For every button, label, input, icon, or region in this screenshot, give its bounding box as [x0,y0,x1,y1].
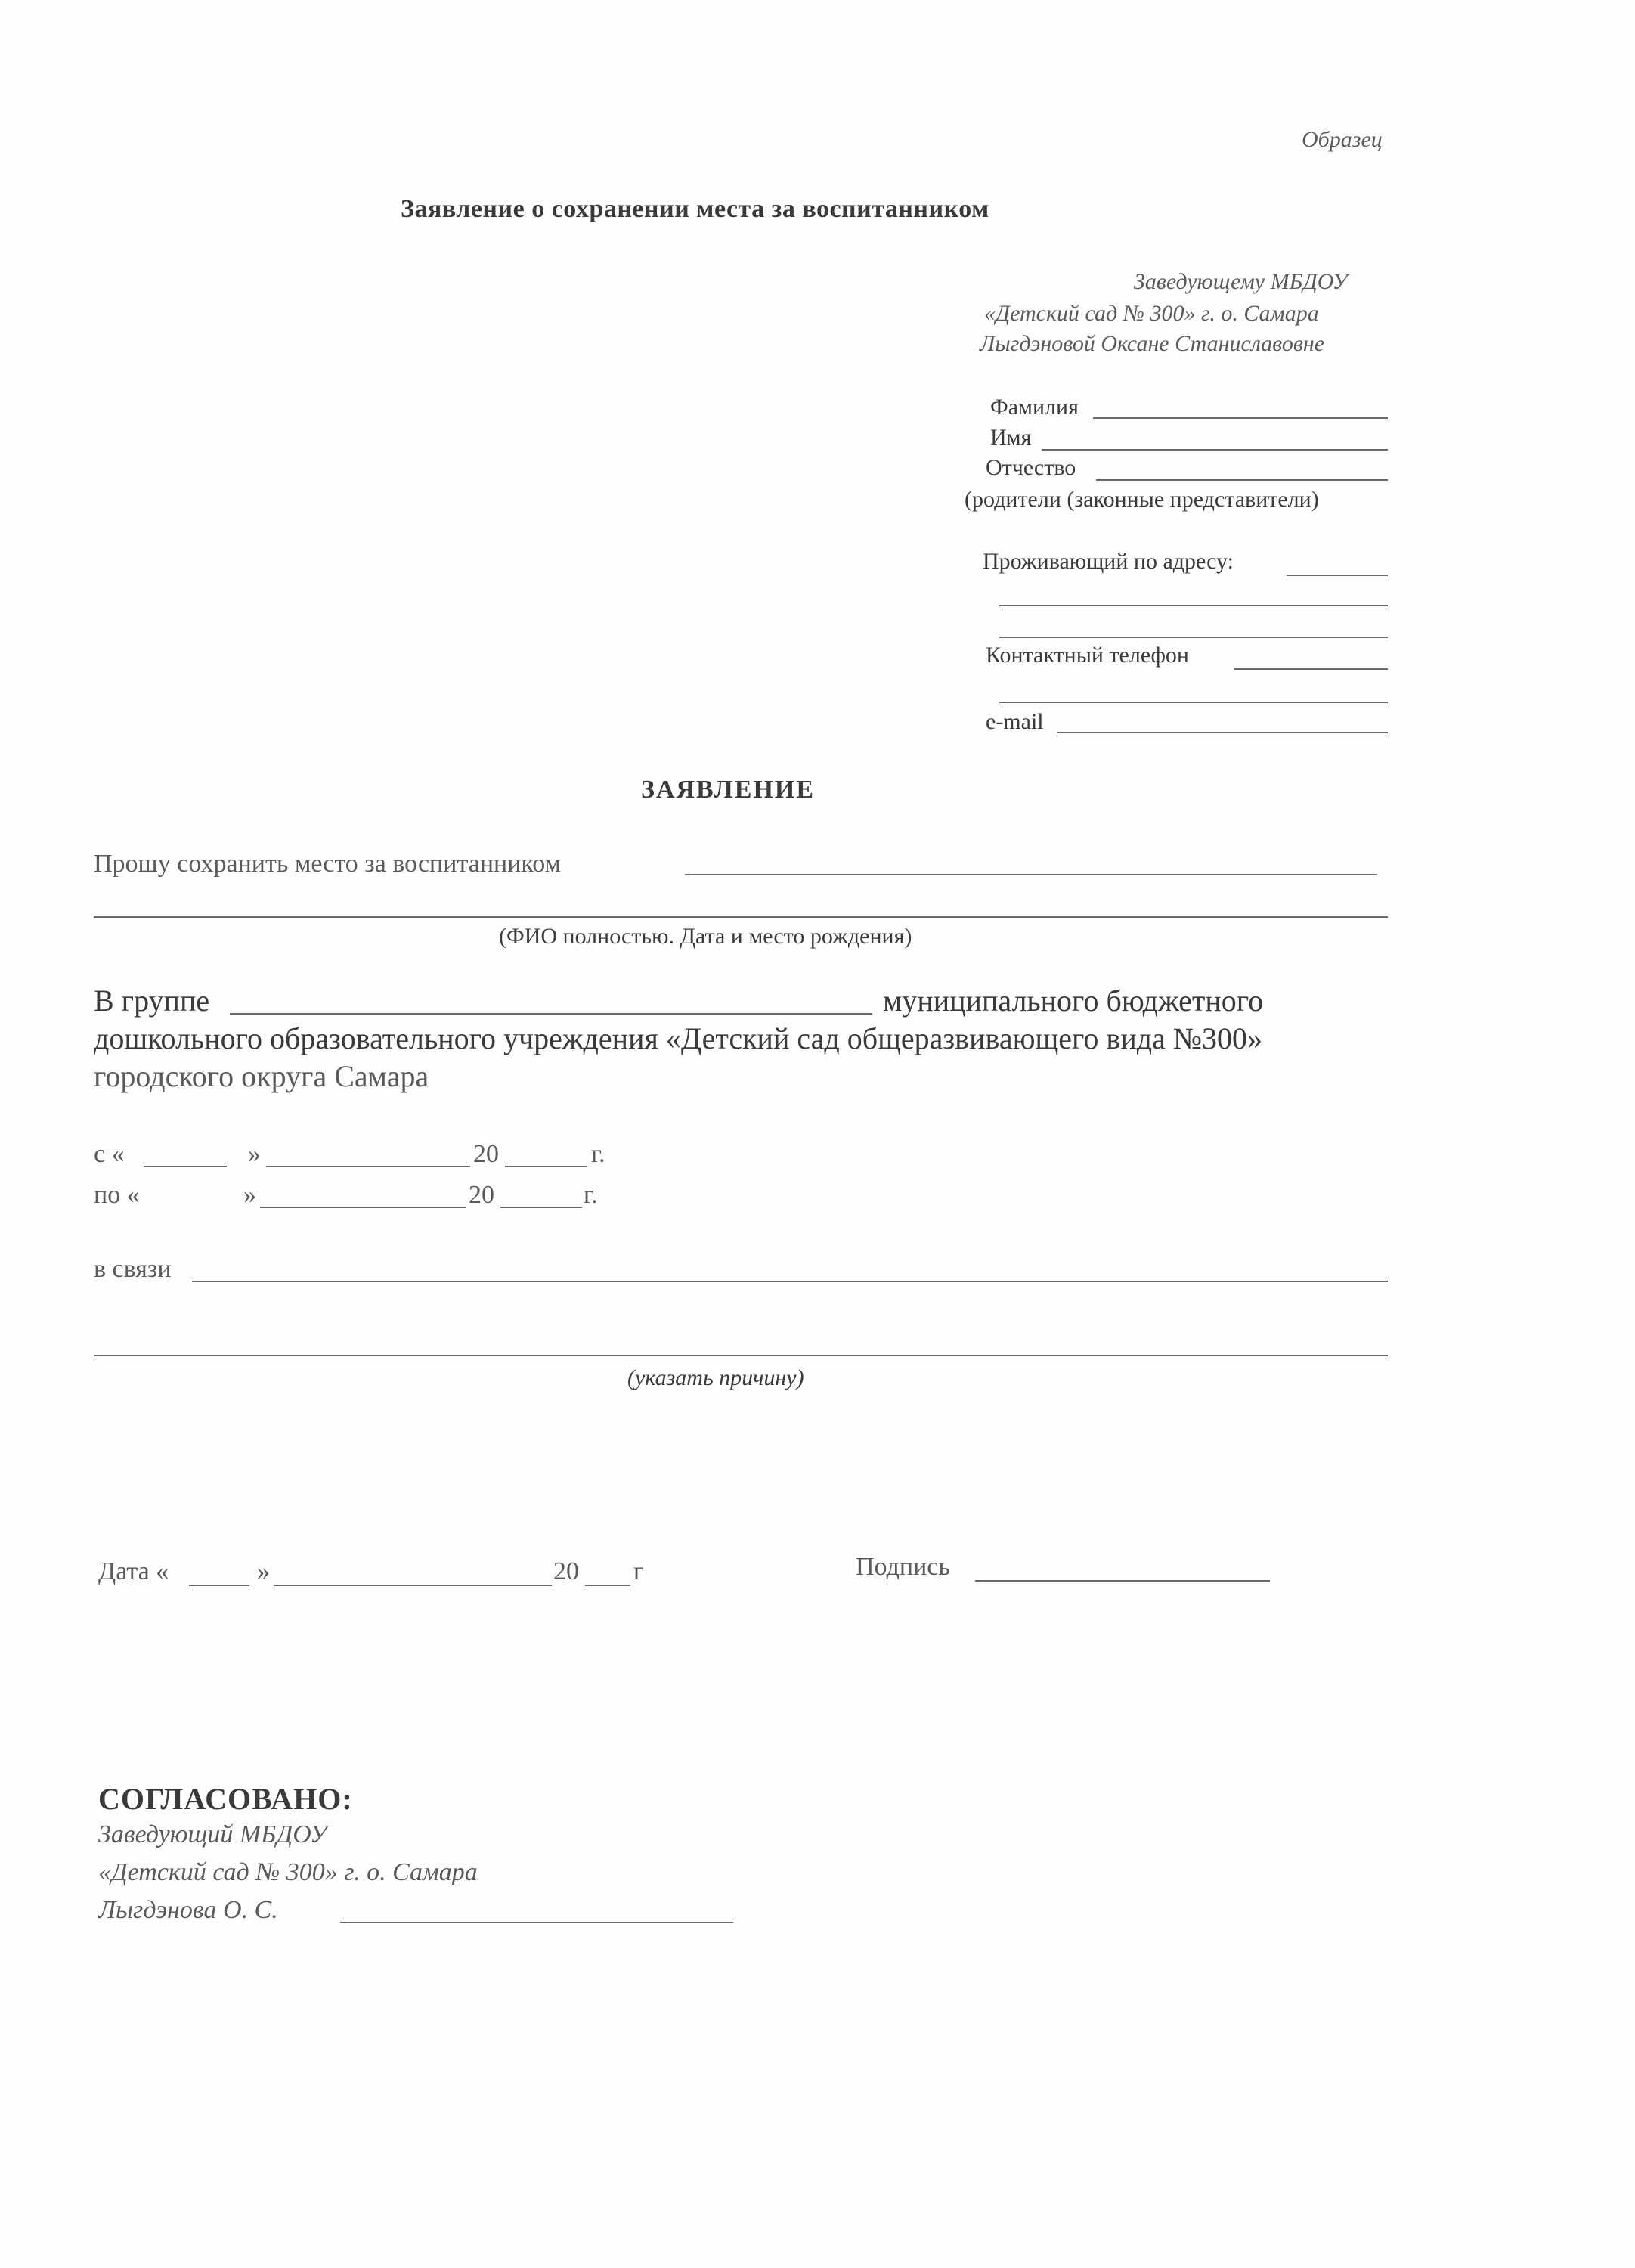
child-name-field-line[interactable] [685,874,1377,875]
from-close-quote: » [248,1140,261,1168]
address-label: Проживающий по адресу: [983,549,1234,574]
name-field-line[interactable] [1042,449,1388,451]
to-year-suffix: г. [584,1181,598,1209]
addressee-line-3: Лыгдэновой Оксане Станиславовне [980,331,1325,356]
approval-signature-line[interactable] [340,1922,733,1923]
approval-heading: СОГЛАСОВАНО: [98,1782,353,1816]
from-year-field[interactable] [505,1166,587,1167]
patronymic-field-line[interactable] [1096,479,1388,481]
document-title: Заявление о сохранении места за воспитанником [401,195,989,223]
phone-label: Контактный телефон [986,643,1189,668]
to-year-field[interactable] [500,1207,582,1208]
to-month-field[interactable] [260,1207,466,1208]
to-open-quote: по « [94,1181,140,1209]
reason-field-line-1[interactable] [192,1281,1388,1282]
approval-line-2: «Детский сад № 300» г. о. Самара [98,1858,478,1886]
surname-label: Фамилия [990,395,1079,420]
date-day-field[interactable] [189,1585,249,1586]
from-year-prefix: 20 [473,1140,499,1168]
reason-note: (указать причину) [627,1365,804,1390]
phone-field-line[interactable] [1234,668,1388,670]
from-year-suffix: г. [591,1140,605,1168]
statement-heading: ЗАЯВЛЕНИЕ [641,776,816,804]
date-year-suffix: г [633,1557,644,1585]
signature-field-line[interactable] [975,1580,1270,1582]
addressee-line-1: Заведующему МБДОУ [1134,269,1348,294]
approval-line-3: Лыгдэнова О. С. [98,1896,278,1924]
group-tail: муниципального бюджетного [883,984,1264,1018]
addressee-line-2: «Детский сад № 300» г. о. Самара [984,301,1319,326]
organization-line: дошкольного образовательного учреждения «Детский сад общеразвивающего вида №300» [94,1021,1262,1055]
from-day-field[interactable] [144,1166,227,1167]
patronymic-label: Отчество [986,455,1076,480]
signature-label: Подпись [856,1553,950,1581]
name-label: Имя [990,425,1032,450]
group-field-line[interactable] [230,1013,872,1015]
phone-field-line-2[interactable] [999,702,1388,703]
group-label: В группе [94,984,210,1018]
date-year-prefix: 20 [553,1557,579,1585]
date-year-field[interactable] [585,1585,630,1586]
email-field-line[interactable] [1057,732,1388,733]
to-close-quote: » [243,1181,256,1209]
address-field-line-2[interactable] [999,605,1388,606]
from-month-field[interactable] [266,1166,470,1167]
child-details-field-line[interactable] [94,916,1388,918]
address-field-line-3[interactable] [999,637,1388,638]
sample-label: Образец [1302,127,1383,152]
date-open-quote: Дата « [98,1557,169,1585]
approval-line-1: Заведующий МБДОУ [98,1820,327,1848]
date-month-field[interactable] [274,1585,552,1586]
request-label: Прошу сохранить место за воспитанником [94,850,562,878]
date-close-quote: » [257,1557,270,1585]
email-label: e-mail [986,709,1044,734]
parents-note: (родители (законные представители) [965,487,1319,512]
from-open-quote: с « [94,1140,125,1168]
to-year-prefix: 20 [469,1181,494,1209]
fio-note: (ФИО полностью. Дата и место рождения) [499,924,912,949]
reason-field-line-2[interactable] [94,1355,1388,1356]
address-field-line-1[interactable] [1287,575,1388,576]
district-line: городского округа Самара [94,1059,429,1093]
reason-label: в связи [94,1255,172,1283]
surname-field-line[interactable] [1093,417,1388,419]
